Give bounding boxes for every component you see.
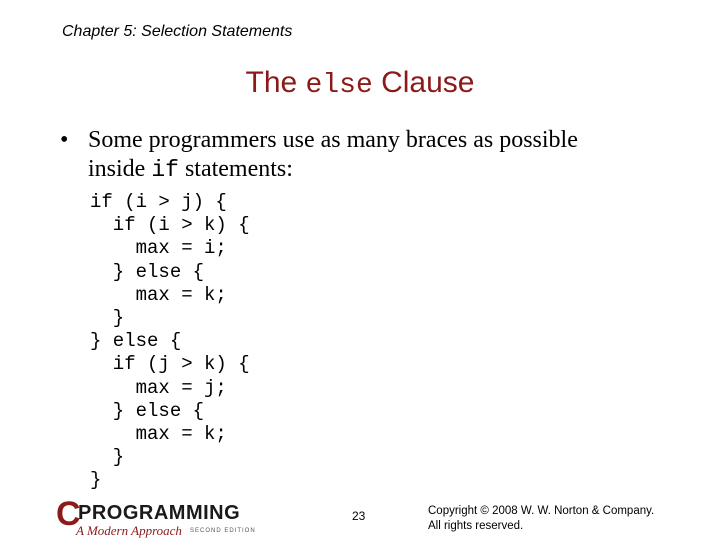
logo-subtitle: A Modern Approach xyxy=(76,523,182,538)
code-line: } xyxy=(90,469,102,492)
bullet-line-1: Some programmers use as many braces as possible xyxy=(88,127,578,153)
page-number: 23 xyxy=(352,509,366,523)
code-line: } else { xyxy=(90,399,205,422)
logo-c-letter: C xyxy=(56,495,81,533)
title-suffix: Clause xyxy=(372,66,475,99)
bullet-line-2-keyword: if xyxy=(151,157,179,183)
code-line: max = k; xyxy=(90,283,227,306)
title-prefix: The xyxy=(245,66,306,99)
code-line: max = j; xyxy=(90,376,227,399)
title-keyword: else xyxy=(305,70,373,101)
chapter-header: Chapter 5: Selection Statements xyxy=(62,23,293,40)
code-line: if (i > j) { xyxy=(90,191,227,213)
slide-title xyxy=(0,66,720,101)
code-line: } else { xyxy=(90,260,205,283)
code-line: if (j > k) { xyxy=(90,353,250,376)
code-line: if (i > k) { xyxy=(90,214,250,237)
book-logo xyxy=(56,497,266,541)
code-line: } xyxy=(90,306,125,329)
bullet-text xyxy=(88,126,688,185)
logo-edition: SECOND EDITION xyxy=(190,528,256,534)
code-block xyxy=(90,191,250,492)
bullet-marker: • xyxy=(60,127,69,153)
copyright-line-1: Copyright © 2008 W. W. Norton & Company. xyxy=(428,505,655,517)
logo-programming-word: PROGRAMMING xyxy=(78,502,241,524)
copyright-line-2: All rights reserved. xyxy=(428,520,524,532)
bullet-line-2-suffix: statements: xyxy=(178,156,293,182)
code-line: max = i; xyxy=(90,237,227,260)
bullet-line-2 xyxy=(88,155,688,185)
bullet-line-2-prefix: inside xyxy=(88,156,152,182)
code-line: } else { xyxy=(90,330,182,353)
code-line: max = k; xyxy=(90,422,227,445)
copyright-notice xyxy=(428,504,708,534)
code-line: } xyxy=(90,446,125,469)
